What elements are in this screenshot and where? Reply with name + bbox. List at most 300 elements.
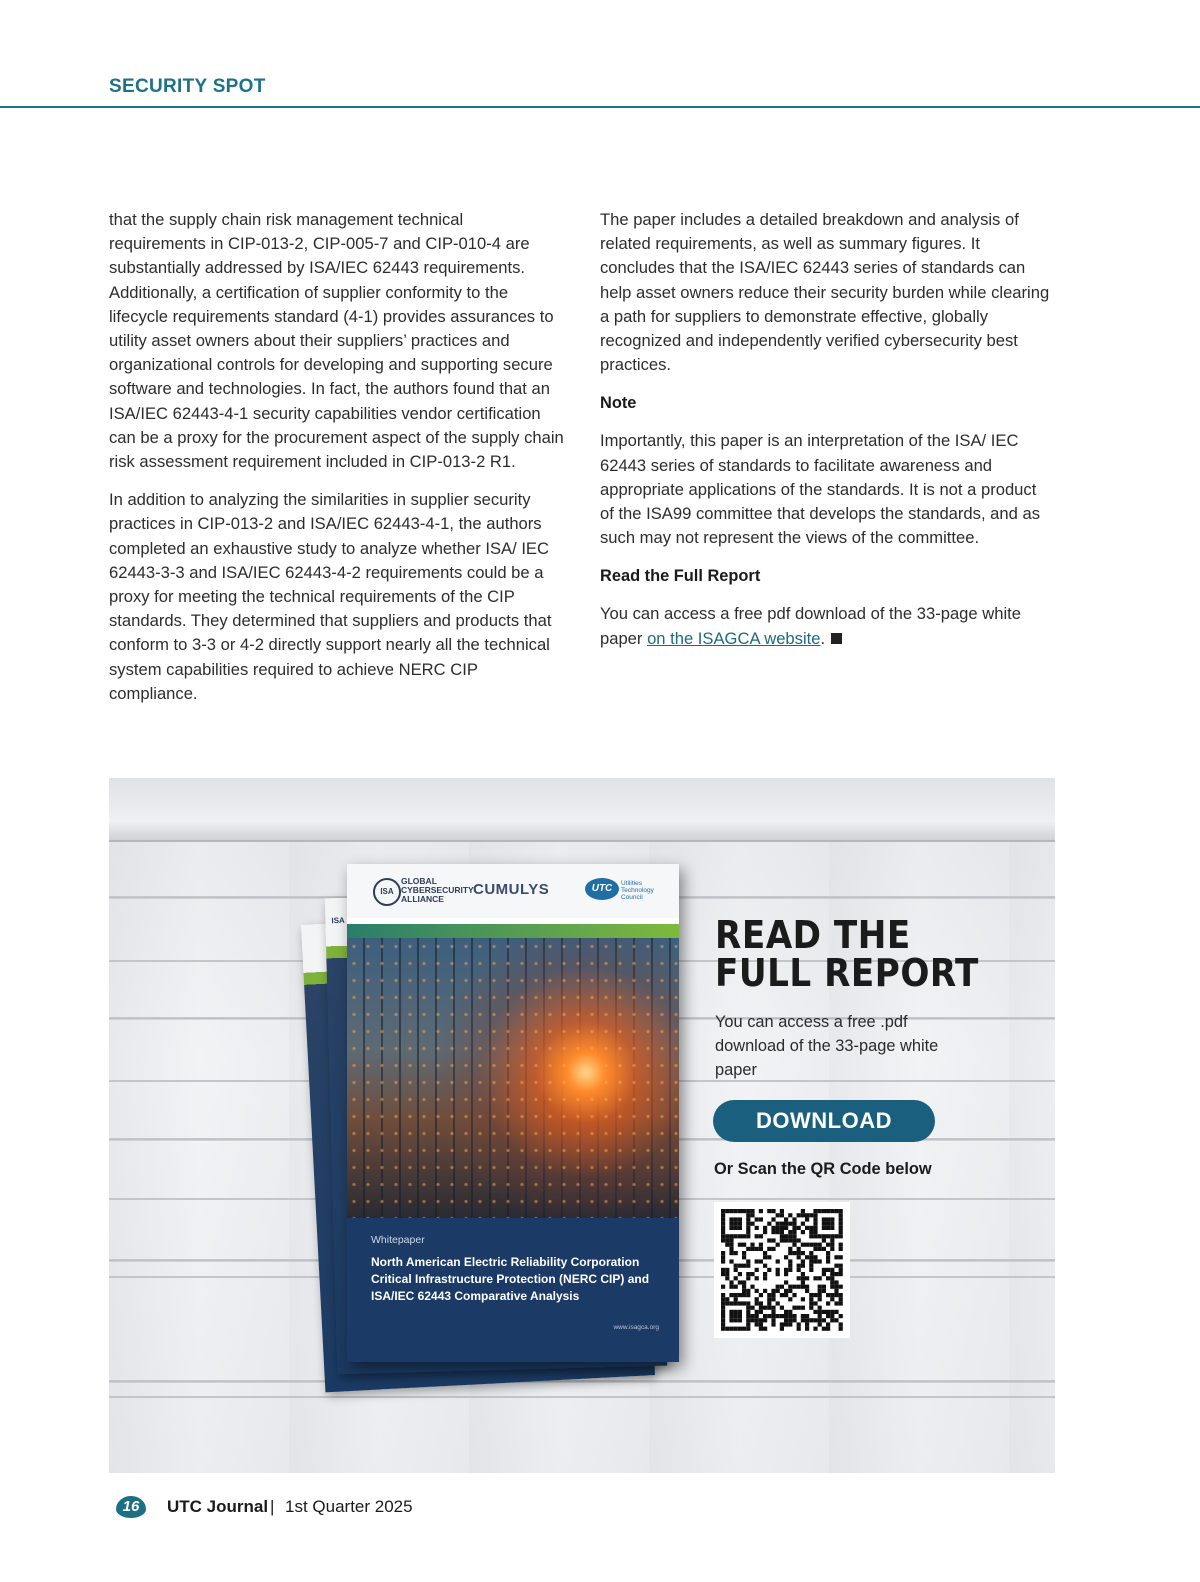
qr-module xyxy=(776,1289,780,1293)
qr-module xyxy=(767,1293,771,1297)
qr-module xyxy=(801,1276,805,1280)
qr-module xyxy=(805,1322,809,1326)
qr-module xyxy=(826,1268,830,1272)
qr-module xyxy=(834,1293,838,1297)
qr-module xyxy=(792,1293,796,1297)
qr-module xyxy=(809,1297,813,1301)
qr-module xyxy=(776,1230,780,1234)
qr-module xyxy=(813,1255,817,1259)
qr-module xyxy=(729,1318,733,1322)
qr-module xyxy=(801,1314,805,1318)
qr-module xyxy=(755,1314,759,1318)
scan-instruction: Or Scan the QR Code below xyxy=(714,1160,932,1178)
qr-module xyxy=(834,1209,838,1213)
qr-module xyxy=(830,1226,834,1230)
qr-module xyxy=(759,1243,763,1247)
qr-module xyxy=(750,1285,754,1289)
qr-module xyxy=(826,1327,830,1331)
qr-module xyxy=(784,1310,788,1314)
footer-separator: | xyxy=(270,1497,275,1516)
qr-module xyxy=(822,1247,826,1251)
qr-module xyxy=(839,1301,843,1305)
qr-module xyxy=(759,1247,763,1251)
right-column xyxy=(600,208,1052,665)
qr-module xyxy=(721,1251,725,1255)
qr-module xyxy=(759,1234,763,1238)
qr-module xyxy=(788,1234,792,1238)
qr-module xyxy=(755,1268,759,1272)
qr-module xyxy=(788,1251,792,1255)
qr-module xyxy=(792,1318,796,1322)
qr-module xyxy=(746,1318,750,1322)
qr-module xyxy=(797,1213,801,1217)
qr-module xyxy=(805,1276,809,1280)
qr-module xyxy=(750,1272,754,1276)
qr-module xyxy=(792,1285,796,1289)
qr-module xyxy=(839,1322,843,1326)
qr-module xyxy=(746,1213,750,1217)
qr-module xyxy=(742,1293,746,1297)
qr-module xyxy=(788,1264,792,1268)
body-paragraph: The paper includes a detailed breakdown and analysis of related requirements, as well as summary figures. It concludes that the ISA/IEC 62443 series of standards can help asset owners reduce their security burden while clearing a path for suppliers to demonstrate effective, globally recognized and independently verified cybersecurity best practices. xyxy=(600,210,1050,375)
qr-module xyxy=(826,1251,830,1255)
qr-module xyxy=(805,1226,809,1230)
qr-module xyxy=(721,1209,725,1213)
qr-module xyxy=(755,1259,759,1263)
qr-module xyxy=(813,1209,817,1213)
qr-module xyxy=(805,1318,809,1322)
qr-module xyxy=(813,1230,817,1234)
qr-module xyxy=(788,1268,792,1272)
qr-module xyxy=(797,1264,801,1268)
qr-module xyxy=(818,1322,822,1326)
qr-module xyxy=(792,1243,796,1247)
qr-module xyxy=(721,1234,725,1238)
qr-module xyxy=(776,1213,780,1217)
qr-module xyxy=(784,1293,788,1297)
report-end: . xyxy=(820,628,826,648)
qr-module xyxy=(755,1217,759,1221)
qr-module xyxy=(834,1264,838,1268)
qr-module xyxy=(742,1327,746,1331)
qr-module xyxy=(742,1243,746,1247)
ad-heading: READ THE FULL REPORT xyxy=(715,913,979,995)
whitepaper-cover[interactable] xyxy=(347,864,679,1362)
cover-green-stripe xyxy=(347,924,679,938)
report-heading: Read the Full Report xyxy=(600,567,761,586)
qr-module xyxy=(797,1268,801,1272)
qr-module xyxy=(801,1280,805,1284)
qr-module xyxy=(784,1255,788,1259)
qr-module xyxy=(834,1255,838,1259)
qr-module xyxy=(784,1226,788,1230)
wood-plank-line xyxy=(109,1396,1055,1398)
qr-module xyxy=(797,1226,801,1230)
qr-module xyxy=(788,1322,792,1326)
qr-module xyxy=(742,1251,746,1255)
qr-module xyxy=(788,1213,792,1217)
qr-module xyxy=(788,1289,792,1293)
qr-module xyxy=(750,1209,754,1213)
qr-module xyxy=(801,1209,805,1213)
qr-module xyxy=(809,1318,813,1322)
report-advertisement xyxy=(109,778,1055,1473)
qr-module xyxy=(725,1234,729,1238)
qr-module xyxy=(797,1247,801,1251)
qr-module xyxy=(771,1230,775,1234)
header-rule xyxy=(0,106,1200,108)
qr-module xyxy=(797,1306,801,1310)
qr-module xyxy=(729,1226,733,1230)
qr-module xyxy=(826,1209,830,1213)
qr-module xyxy=(721,1213,725,1217)
qr-module xyxy=(826,1226,830,1230)
qr-module xyxy=(738,1234,742,1238)
qr-module xyxy=(834,1318,838,1322)
qr-module xyxy=(763,1276,767,1280)
qr-module xyxy=(792,1222,796,1226)
qr-module xyxy=(805,1289,809,1293)
end-mark-icon xyxy=(831,633,842,644)
qr-module xyxy=(780,1285,784,1289)
qr-module xyxy=(809,1264,813,1268)
qr-module xyxy=(750,1314,754,1318)
qr-module xyxy=(797,1238,801,1242)
qr-module xyxy=(734,1222,738,1226)
issue-date: 1st Quarter 2025 xyxy=(285,1497,413,1516)
qr-module xyxy=(734,1234,738,1238)
note-heading: Note xyxy=(600,394,637,413)
qr-module xyxy=(771,1226,775,1230)
qr-module xyxy=(818,1247,822,1251)
qr-module xyxy=(763,1289,767,1293)
qr-module xyxy=(830,1314,834,1318)
qr-module xyxy=(771,1314,775,1318)
qr-module xyxy=(788,1318,792,1322)
ad-text: You can access a free .pdf download of the 33-page white paper xyxy=(715,1013,939,1079)
qr-module xyxy=(759,1322,763,1326)
qr-module xyxy=(839,1226,843,1230)
qr-module xyxy=(721,1301,725,1305)
qr-module xyxy=(826,1243,830,1247)
qr-module xyxy=(759,1310,763,1314)
qr-module xyxy=(792,1238,796,1242)
qr-module xyxy=(818,1276,822,1280)
qr-module xyxy=(742,1209,746,1213)
note-paragraph: Importantly, this paper is an interpretation of the ISA/ IEC 62443 series of standards to facilitate awareness and appropriate applications of the standards. It is not a product of the ISA99 committee that develops the standards, and as such may not represent the views of the committee. xyxy=(600,431,1041,548)
qr-module xyxy=(729,1327,733,1331)
qr-module xyxy=(767,1301,771,1305)
qr-module xyxy=(755,1318,759,1322)
qr-module xyxy=(809,1243,813,1247)
qr-module xyxy=(822,1310,826,1314)
qr-module xyxy=(771,1306,775,1310)
qr-module xyxy=(813,1217,817,1221)
qr-module xyxy=(746,1247,750,1251)
qr-module xyxy=(818,1234,822,1238)
qr-module xyxy=(721,1238,725,1242)
qr-module xyxy=(742,1234,746,1238)
qr-module xyxy=(839,1327,843,1331)
qr-module xyxy=(839,1285,843,1289)
qr-module xyxy=(805,1314,809,1318)
cover-url: www.isagca.org xyxy=(613,1324,659,1331)
qr-module xyxy=(784,1322,788,1326)
qr-module xyxy=(809,1230,813,1234)
qr-module xyxy=(771,1297,775,1301)
qr-module xyxy=(725,1243,729,1247)
utc-logo-icon: UTC xyxy=(585,878,619,900)
qr-module xyxy=(759,1217,763,1221)
qr-module xyxy=(734,1209,738,1213)
qr-module xyxy=(771,1293,775,1297)
qr-module xyxy=(767,1222,771,1226)
qr-module xyxy=(788,1247,792,1251)
qr-module xyxy=(809,1259,813,1263)
qr-module xyxy=(721,1310,725,1314)
qr-module xyxy=(721,1314,725,1318)
cover-title: North American Electric Reliability Corporation Critical Infrastructure Protection (NERC CIP) and ISA/IEC 62443 Comparative Analysis xyxy=(371,1255,650,1303)
qr-module xyxy=(742,1289,746,1293)
qr-module xyxy=(755,1322,759,1326)
qr-module xyxy=(788,1259,792,1263)
qr-module xyxy=(738,1272,742,1276)
qr-module xyxy=(725,1272,729,1276)
qr-module xyxy=(767,1297,771,1301)
qr-module xyxy=(767,1306,771,1310)
qr-module xyxy=(784,1268,788,1272)
qr-module xyxy=(755,1301,759,1305)
qr-module xyxy=(755,1297,759,1301)
qr-module xyxy=(750,1306,754,1310)
qr-module xyxy=(738,1327,742,1331)
qr-module xyxy=(830,1268,834,1272)
qr-module xyxy=(818,1318,822,1322)
qr-module xyxy=(759,1318,763,1322)
qr-module xyxy=(801,1243,805,1247)
qr-module xyxy=(738,1280,742,1284)
qr-code-icon[interactable] xyxy=(714,1202,850,1338)
qr-module xyxy=(776,1268,780,1272)
qr-module xyxy=(818,1297,822,1301)
qr-module xyxy=(801,1272,805,1276)
qr-module xyxy=(734,1301,738,1305)
qr-module xyxy=(797,1251,801,1255)
qr-module xyxy=(780,1293,784,1297)
qr-module xyxy=(813,1259,817,1263)
qr-module xyxy=(776,1226,780,1230)
qr-module xyxy=(826,1234,830,1238)
qr-module xyxy=(830,1280,834,1284)
qr-module xyxy=(780,1314,784,1318)
qr-module xyxy=(792,1234,796,1238)
qr-module xyxy=(801,1230,805,1234)
isagca-website-link[interactable]: on the ISAGCA website xyxy=(647,628,821,648)
qr-module xyxy=(763,1251,767,1255)
qr-module xyxy=(780,1306,784,1310)
qr-module xyxy=(746,1289,750,1293)
qr-module xyxy=(784,1318,788,1322)
qr-module xyxy=(822,1226,826,1230)
qr-module xyxy=(797,1327,801,1331)
qr-module xyxy=(813,1310,817,1314)
qr-module xyxy=(839,1268,843,1272)
qr-module xyxy=(809,1268,813,1272)
qr-module xyxy=(792,1230,796,1234)
qr-module xyxy=(734,1327,738,1331)
qr-module xyxy=(759,1259,763,1263)
qr-module xyxy=(839,1297,843,1301)
qr-module xyxy=(734,1285,738,1289)
qr-module xyxy=(780,1209,784,1213)
qr-module xyxy=(725,1209,729,1213)
qr-module xyxy=(721,1259,725,1263)
qr-module xyxy=(826,1255,830,1259)
qr-module xyxy=(746,1209,750,1213)
qr-module xyxy=(813,1226,817,1230)
qr-module xyxy=(830,1272,834,1276)
qr-module xyxy=(834,1272,838,1276)
body-paragraph: that the supply chain risk management technical requirements in CIP-013-2, CIP-005-7 and CIP-010-4 are substantially addressed by ISA/IEC 62443 requirements. Additionally, a certification of supplier conformity to the lifecycle requirements standard (4-1) provides assurances to utility asset owners about their suppliers’ practices and organizational controls for developing and supporting secure software and technologies. In fact, the authors found that an ISA/IEC 62443-4-1 security capabilities vendor certification can be a proxy for the procurement aspect of the supply chain risk assessment requirement included in CIP-013-2 R1. xyxy=(109,210,564,472)
qr-module xyxy=(830,1234,834,1238)
qr-module xyxy=(839,1293,843,1297)
qr-module xyxy=(826,1222,830,1226)
qr-module xyxy=(763,1230,767,1234)
qr-module xyxy=(784,1238,788,1242)
qr-module xyxy=(771,1289,775,1293)
qr-module xyxy=(734,1310,738,1314)
qr-module xyxy=(746,1327,750,1331)
qr-module xyxy=(725,1301,729,1305)
qr-module xyxy=(809,1255,813,1259)
qr-module xyxy=(826,1322,830,1326)
qr-module xyxy=(763,1306,767,1310)
qr-module xyxy=(813,1293,817,1297)
qr-module xyxy=(759,1293,763,1297)
qr-module xyxy=(788,1297,792,1301)
qr-module xyxy=(780,1226,784,1230)
qr-module xyxy=(746,1293,750,1297)
qr-module xyxy=(830,1222,834,1226)
qr-module xyxy=(746,1234,750,1238)
qr-module xyxy=(822,1289,826,1293)
qr-module xyxy=(839,1314,843,1318)
qr-module xyxy=(742,1255,746,1259)
qr-module xyxy=(746,1230,750,1234)
qr-module xyxy=(763,1255,767,1259)
back-cover-logo: ISA xyxy=(331,915,345,926)
qr-module xyxy=(839,1272,843,1276)
report-text: You can access a free pdf download of the 33-page white paper xyxy=(600,604,1021,648)
qr-module xyxy=(839,1255,843,1259)
qr-module xyxy=(805,1217,809,1221)
qr-module xyxy=(755,1247,759,1251)
qr-module xyxy=(780,1222,784,1226)
qr-module xyxy=(839,1222,843,1226)
qr-module xyxy=(734,1318,738,1322)
qr-module xyxy=(792,1251,796,1255)
qr-module xyxy=(826,1293,830,1297)
qr-module xyxy=(734,1276,738,1280)
qr-module xyxy=(784,1217,788,1221)
qr-module xyxy=(792,1314,796,1318)
qr-module xyxy=(763,1327,767,1331)
qr-module xyxy=(738,1301,742,1305)
qr-module xyxy=(805,1327,809,1331)
qr-module xyxy=(734,1293,738,1297)
qr-module xyxy=(839,1243,843,1247)
left-column xyxy=(109,208,564,720)
qr-module xyxy=(771,1318,775,1322)
qr-module xyxy=(763,1318,767,1322)
qr-module xyxy=(830,1297,834,1301)
qr-module xyxy=(759,1327,763,1331)
qr-module xyxy=(750,1318,754,1322)
qr-module xyxy=(809,1301,813,1305)
qr-module xyxy=(771,1322,775,1326)
qr-module xyxy=(801,1213,805,1217)
qr-module xyxy=(839,1217,843,1221)
qr-module xyxy=(788,1310,792,1314)
cover-title-panel xyxy=(347,1218,679,1362)
qr-module xyxy=(822,1318,826,1322)
qr-module xyxy=(721,1217,725,1221)
qr-module xyxy=(784,1234,788,1238)
qr-module xyxy=(738,1310,742,1314)
body-paragraph: In addition to analyzing the similarities in supplier security practices in CIP-013-2 and ISA/IEC 62443-4-1, the authors completed an exhaustive study to analyze whether ISA/ IEC 62443-3-3 and ISA/IEC 62443-4-2 requirements could be a proxy for meeting the technical requirements of the CIP standards. They determined that suppliers and products that conform to 3-3 or 4-2 directly support nearly all the technical system capabilities required to achieve NERC CIP compliance. xyxy=(109,490,552,703)
qr-module xyxy=(776,1272,780,1276)
qr-module xyxy=(813,1301,817,1305)
qr-module xyxy=(788,1238,792,1242)
qr-module xyxy=(822,1327,826,1331)
qr-module xyxy=(729,1209,733,1213)
qr-module xyxy=(839,1209,843,1213)
qr-module xyxy=(780,1327,784,1331)
qr-module xyxy=(738,1243,742,1247)
qr-module xyxy=(830,1310,834,1314)
qr-module xyxy=(813,1222,817,1226)
qr-module xyxy=(759,1209,763,1213)
qr-module xyxy=(755,1289,759,1293)
qr-module xyxy=(813,1327,817,1331)
download-button[interactable]: DOWNLOAD xyxy=(713,1100,935,1142)
qr-module xyxy=(818,1314,822,1318)
qr-module xyxy=(830,1217,834,1221)
qr-module xyxy=(763,1226,767,1230)
qr-module xyxy=(746,1272,750,1276)
qr-module xyxy=(830,1293,834,1297)
qr-module xyxy=(750,1243,754,1247)
qr-module xyxy=(746,1322,750,1326)
qr-module xyxy=(746,1310,750,1314)
qr-module xyxy=(830,1209,834,1213)
qr-module xyxy=(729,1280,733,1284)
qr-module xyxy=(788,1285,792,1289)
ad-top-band xyxy=(109,778,1055,842)
qr-module xyxy=(797,1285,801,1289)
qr-module xyxy=(801,1251,805,1255)
qr-module xyxy=(834,1289,838,1293)
qr-module xyxy=(784,1289,788,1293)
qr-module xyxy=(822,1209,826,1213)
qr-module xyxy=(830,1243,834,1247)
qr-module xyxy=(776,1259,780,1263)
qr-module xyxy=(729,1234,733,1238)
qr-module xyxy=(767,1268,771,1272)
qr-module xyxy=(792,1306,796,1310)
qr-module xyxy=(750,1222,754,1226)
qr-module xyxy=(826,1301,830,1305)
